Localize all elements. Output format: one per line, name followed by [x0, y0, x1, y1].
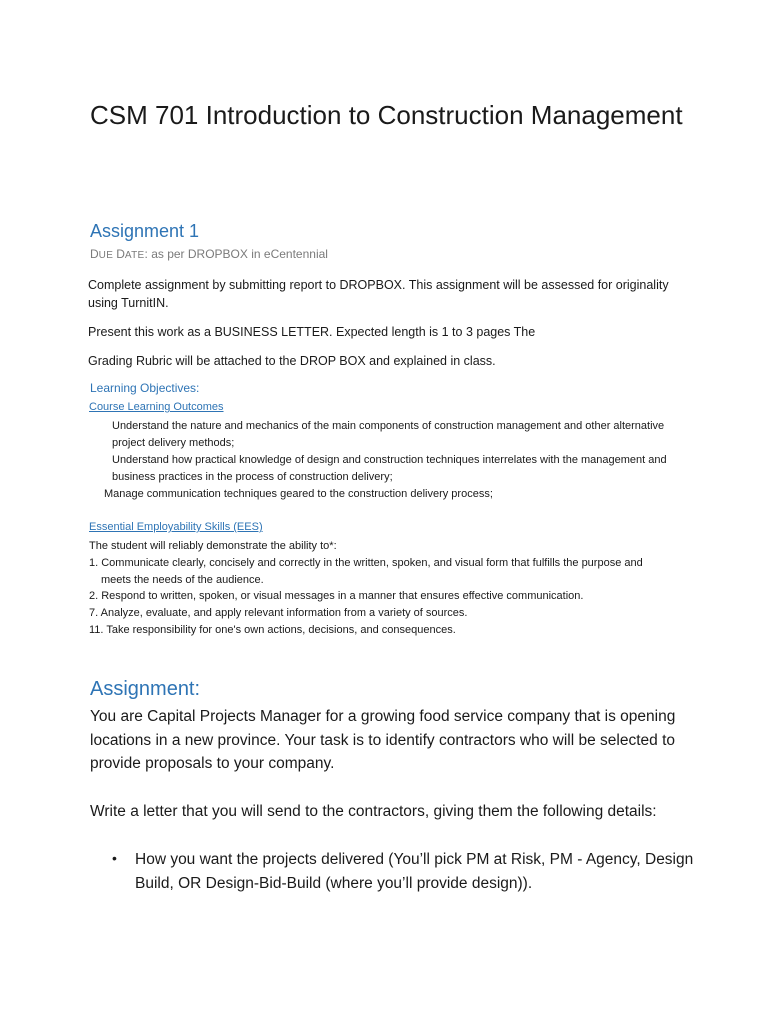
assignment-scenario-paragraph: You are Capital Projects Manager for a growing food service company that is opening locations in a new province. Your task is to identify contractors who will be selected to provide proposals to your company.	[90, 708, 676, 772]
assignment-1-heading: Assignment 1	[90, 221, 200, 241]
assignment-heading: Assignment:	[90, 678, 201, 700]
learning-objectives-heading: Learning Objectives:	[90, 381, 200, 395]
ees-item: 2. Respond to written, spoken, or visual messages in a manner that ensures effective communication.	[89, 590, 584, 602]
bullet-item: How you want the projects delivered (You’ll pick PM at Risk, PM - Agency, Design Build, OR Design-Bid-Build (where you’ll provide design)).	[135, 851, 694, 892]
rubric-paragraph: Grading Rubric will be attached to the DROP BOX and explained in class.	[88, 354, 496, 368]
due-date-value: : as per DROPBOX in eCentennial	[144, 247, 328, 261]
due-label-d2: D	[116, 247, 125, 261]
due-label-ue: UE	[98, 250, 117, 261]
ees-item: 7. Analyze, evaluate, and apply relevant information from a variety of sources.	[89, 607, 468, 619]
outcome-item: Manage communication techniques geared to the construction delivery process;	[104, 488, 493, 500]
outcome-item: Understand the nature and mechanics of the main components of construction management and other alternative project delivery methods;	[112, 420, 665, 449]
format-paragraph: Present this work as a BUSINESS LETTER. Expected length is 1 to 3 pages The	[88, 325, 536, 339]
page-title: CSM 701 Introduction to Construction Management	[90, 100, 683, 130]
instructions-paragraph: Complete assignment by submitting report to DROPBOX. This assignment will be assessed for originality using TurnitIN.	[88, 278, 669, 310]
ees-intro: The student will reliably demonstrate the ability to*:	[89, 540, 337, 552]
bullet-icon: •	[112, 850, 117, 866]
ees-item: 11. Take responsibility for one's own actions, decisions, and consequences.	[89, 624, 456, 636]
due-date-line	[90, 247, 328, 261]
ees-item: 1. Communicate clearly, concisely and correctly in the written, spoken, and visual form that fulfills the purpose and meets the needs of the audience.	[89, 557, 643, 586]
course-outcomes-link[interactable]: Course Learning Outcomes	[89, 401, 224, 413]
due-label-ate: ATE	[124, 250, 145, 261]
ees-link[interactable]: Essential Employability Skills (EES)	[89, 521, 263, 533]
assignment-task-paragraph: Write a letter that you will send to the contractors, giving them the following details:	[90, 803, 657, 820]
due-label-d: D	[90, 247, 99, 261]
outcome-item: Understand how practical knowledge of design and construction techniques interrelates with the management and business practices in the process of construction delivery;	[112, 454, 667, 483]
